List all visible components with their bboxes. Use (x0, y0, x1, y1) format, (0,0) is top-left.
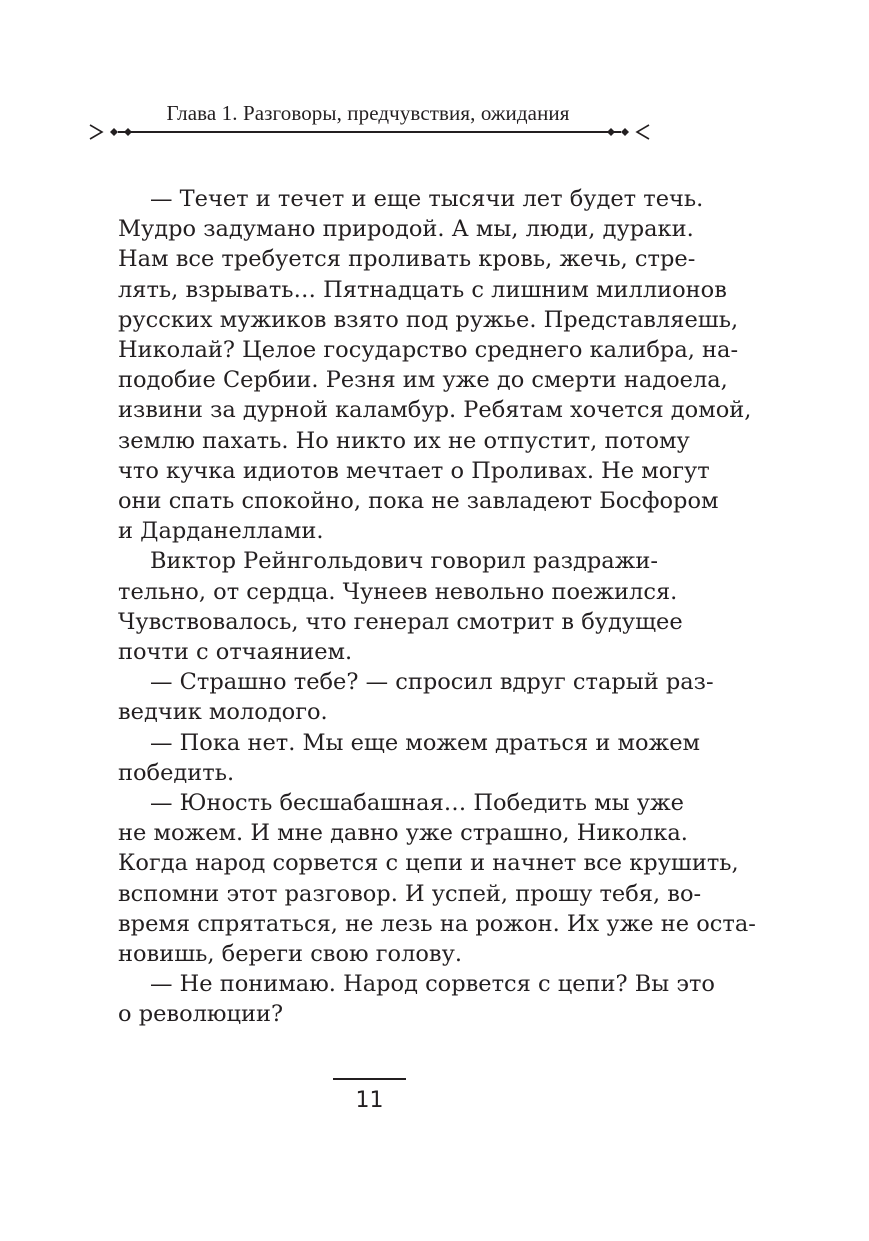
paragraph (118, 546, 683, 667)
text-line: — Не понимаю. Народ сорвется с цепи? Вы это (150, 971, 715, 998)
text-line: извини за дурной каламбур. Ребятам хочется домой, (118, 397, 752, 424)
running-head: Глава 1. Разговоры, предчувствия, ожидания (166, 101, 570, 125)
header-ornament-rule (88, 122, 651, 142)
text-line: ведчик молодого. (118, 699, 328, 726)
page-number: 11 (355, 1088, 384, 1113)
paragraph (118, 667, 714, 727)
text-line: и Дарданеллами. (118, 518, 324, 545)
text-line: Виктор Рейнгольдович говорил раздражи- (150, 548, 659, 575)
text-line: Нам все требуется проливать кровь, жечь, стре- (118, 246, 696, 273)
text-line: вспомни этот разговор. И успей, прошу тебя, во- (118, 880, 702, 907)
body-text (118, 184, 756, 1030)
paragraph (118, 969, 715, 1029)
paragraph (118, 728, 701, 788)
paragraph (118, 184, 752, 546)
text-line: Мудро задумано природой. А мы, люди, дураки. (118, 216, 694, 243)
text-line: землю пахать. Но никто их не отпустит, потому (118, 427, 690, 454)
text-line: время спрятаться, не лезь на рожон. Их уже не оста- (118, 910, 756, 937)
page-number-rule (333, 1078, 406, 1080)
text-line: о революции? (118, 1001, 284, 1028)
text-line: Николай? Целое государство среднего калибра, на- (118, 337, 739, 364)
text-line: Чувствовалось, что генерал смотрит в будущее (118, 608, 683, 635)
text-line: — Течет и течет и еще тысячи лет будет течь. (150, 186, 704, 212)
paragraph (118, 788, 756, 969)
text-line: почти с отчаянием. (118, 639, 353, 666)
text-line: Когда народ сорвется с цепи и начнет все крушить, (118, 850, 739, 877)
text-line: что кучка идиотов мечтает о Проливах. Не могут (118, 457, 710, 484)
text-line: — Пока нет. Мы еще можем драться и можем (150, 729, 701, 756)
text-line: победить. (118, 759, 235, 786)
text-line: подобие Сербии. Резня им уже до смерти надоела, (118, 367, 728, 394)
text-line: лять, взрывать… Пятнадцать с лишним миллионов (118, 276, 727, 303)
text-line: новишь, береги свою голову. (118, 941, 462, 968)
text-line: русских мужиков взято под ружье. Представляешь, (118, 306, 739, 333)
text-line: они спать спокойно, пока не завладеют Босфором (118, 488, 719, 515)
text-line: — Страшно тебе? — спросил вдруг старый раз- (150, 669, 714, 696)
text-line: тельно, от сердца. Чунеев невольно поежился. (118, 578, 678, 605)
text-line: не можем. И мне давно уже страшно, Николка. (118, 820, 688, 847)
text-line: — Юность бесшабашная… Победить мы уже (150, 790, 684, 817)
